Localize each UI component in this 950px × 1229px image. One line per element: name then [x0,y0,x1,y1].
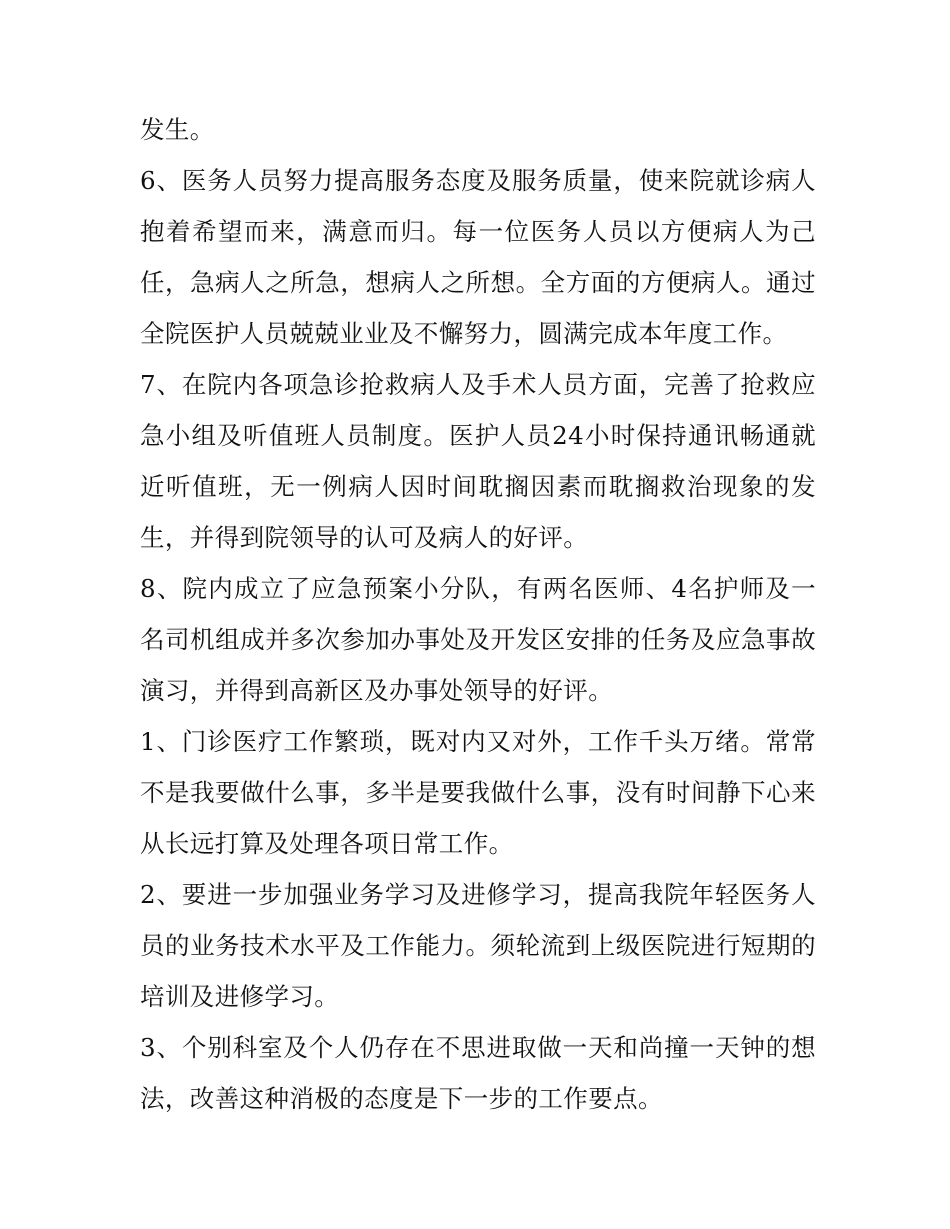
paragraph-item-6: 6、医务人员努力提高服务态度及服务质量，使来院就诊病人抱着希望而来，满意而归。每一位医务人员以方便病人为己任，急病人之所急，想病人之所想。全方面的方便病人。通过全院医护人员兢兢业业及不懈努力，圆满完成本年度工作。 [140,166,816,348]
paragraph-item-8: 8、院内成立了应急预案小分队，有两名医师、4名护师及一名司机组成并多次参加办事处及开发区安排的任务及应急事故演习，并得到高新区及办事处领导的好评。 [140,574,816,705]
paragraph-issue-1: 1、门诊医疗工作繁琐，既对内又对外，工作千头万绪。常常不是我要做什么事，多半是要我做什么事，没有时间静下心来从长远打算及处理各项日常工作。 [140,727,816,858]
paragraph-item-7: 7、在院内各项急诊抢救病人及手术人员方面，完善了抢救应急小组及听值班人员制度。医护人员24小时保持通讯畅通就近听值班，无一例病人因时间耽搁因素而耽搁救治现象的发生，并得到院领导的认可及病人的好评。 [140,370,816,552]
paragraph-continuation: 发生。 [140,115,215,144]
document-body [140,104,816,1124]
paragraph-issue-2: 2、要进一步加强业务学习及进修学习，提高我院年轻医务人员的业务技术水平及工作能力。须轮流到上级医院进行短期的培训及进修学习。 [140,880,816,1011]
paragraph-issue-3: 3、个别科室及个人仍存在不思进取做一天和尚撞一天钟的想法，改善这种消极的态度是下一步的工作要点。 [140,1033,816,1113]
